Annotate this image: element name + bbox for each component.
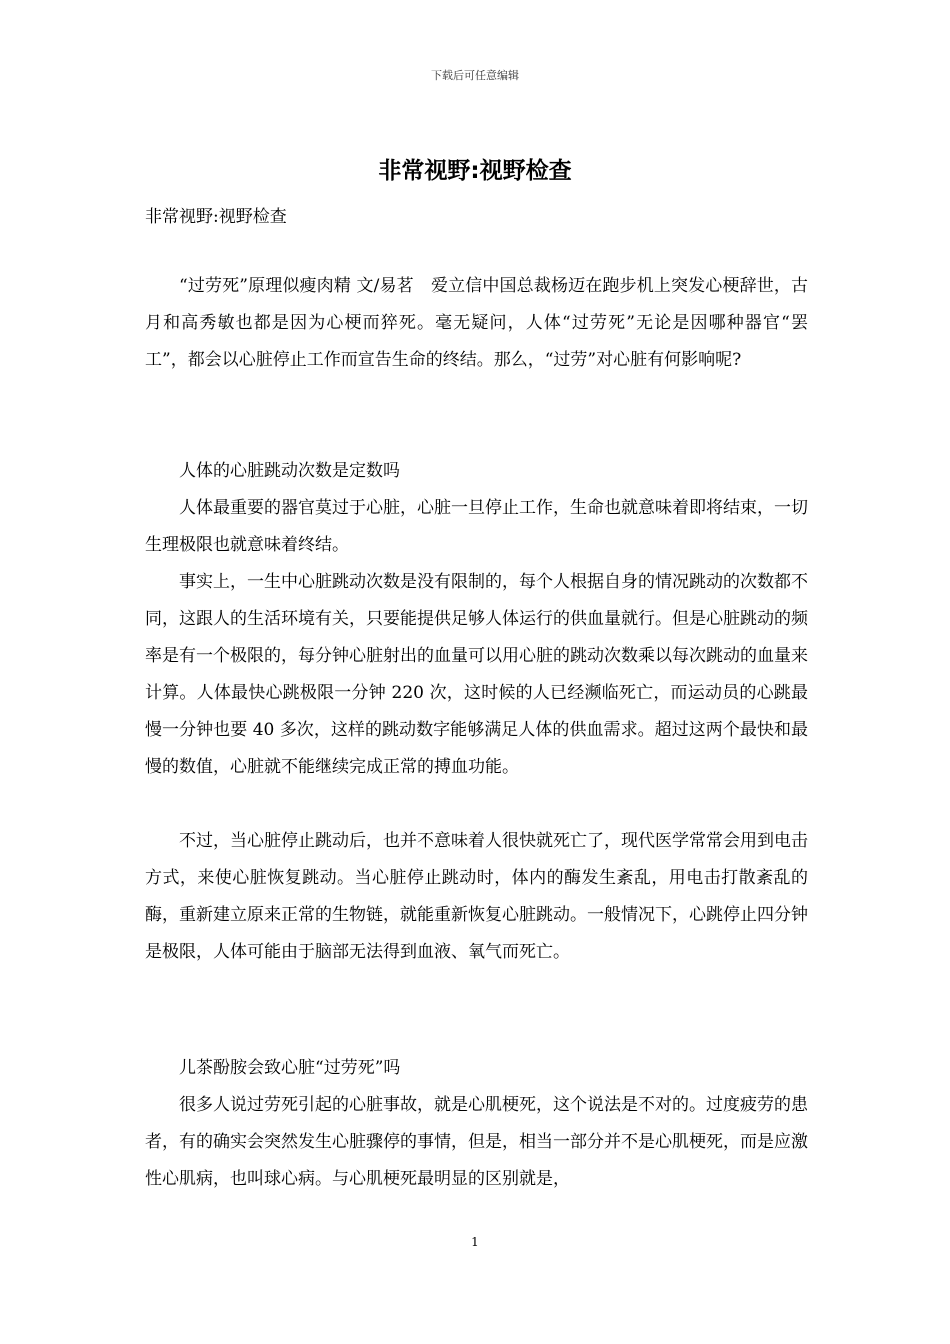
section-heading-heartbeat: 人体的心脏跳动次数是定数吗 bbox=[179, 461, 400, 481]
page-subtitle: 非常视野:视野检查 bbox=[145, 207, 287, 227]
paragraph-heart-importance: 人体最重要的器官莫过于心脏，心脏一旦停止工作，生命也就意味着即将结束，一切生理极限也就意味着终结。 bbox=[145, 498, 808, 555]
paragraph-stress-cardiomyopathy: 很多人说过劳死引起的心脏事故，就是心肌梗死，这个说法是不对的。过度疲劳的患者，有的确实会突然发生心脏骤停的事情，但是，相当一部分并不是心肌梗死，而是应激性心肌病，也叫球心病。与心肌梗死最明显的区别就是， bbox=[145, 1095, 808, 1189]
section-heading-catecholamine: 儿茶酚胺会致心脏“过劳死”吗 bbox=[179, 1058, 401, 1078]
page-title: 非常视野:视野检查 bbox=[378, 158, 572, 184]
paragraph-intro: “过劳死”原理似瘦肉精 文/易茗 爱立信中国总裁杨迈在跑步机上突发心梗辞世，古月和高秀敏也都是因为心梗而猝死。毫无疑问，人体“过劳死”无论是因哪种器官“罢工”，都会以心脏停止工作而宣告生命的终结。那么，“过劳”对心脏有何影响呢? bbox=[145, 276, 808, 370]
page-number: 1 bbox=[471, 1235, 479, 1249]
paragraph-defibrillation: 不过，当心脏停止跳动后，也并不意味着人很快就死亡了，现代医学常常会用到电击方式，来使心脏恢复跳动。当心脏停止跳动时，体内的酶发生紊乱，用电击打散紊乱的酶，重新建立原来正常的生物链，就能重新恢复心脏跳动。一般情况下，心跳停止四分钟是极限，人体可能由于脑部无法得到血液、氧气而死亡。 bbox=[145, 831, 808, 962]
page-header: 下载后可任意编辑 bbox=[431, 69, 519, 82]
paragraph-heartbeat-limit: 事实上，一生中心脏跳动次数是没有限制的，每个人根据自身的情况跳动的次数都不同，这跟人的生活环境有关，只要能提供足够人体运行的供血量就行。但是心脏跳动的频率是有一个极限的，每分钟心脏射出的血量可以用心脏的跳动次数乘以每次跳动的血量来计算。人体最快心跳极限一分钟 220 次，这时候的人已经濒临死亡，而运动员的心跳最慢一分钟也要 40 多次，这样的跳动数字能够满足人体的供血需求。超过这两个最快和最慢的数值，心脏就不能继续完成正常的搏血功能。 bbox=[145, 572, 808, 777]
